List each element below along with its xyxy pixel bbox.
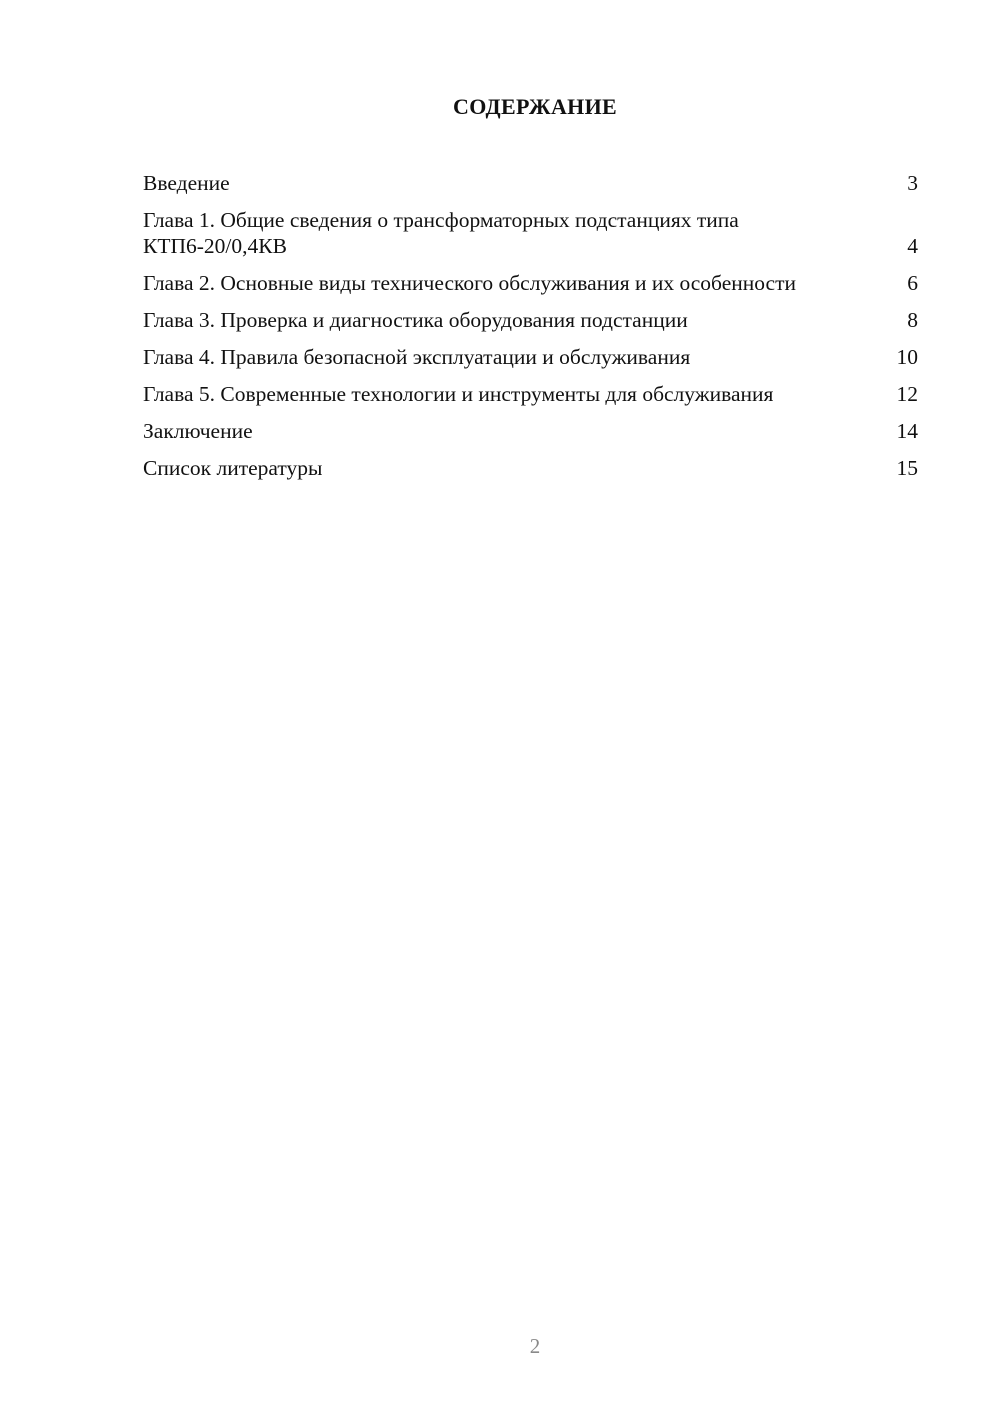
toc-entry-page: 8: [907, 308, 918, 332]
toc-entry-references: [143, 455, 918, 481]
document-title: СОДЕРЖАНИЕ: [453, 94, 617, 119]
toc-entry-title: Список литературы: [143, 456, 323, 480]
toc-entry-chapter-5: [143, 381, 918, 407]
toc-entry-introduction: [143, 170, 918, 196]
page-number: 2: [529, 1334, 541, 1358]
table-of-contents: [143, 170, 918, 492]
toc-entry-page: 4: [907, 234, 918, 258]
toc-entry-title: Введение: [143, 171, 230, 195]
toc-entry-page: 14: [896, 419, 918, 443]
toc-entry-title: Глава 2. Основные виды технического обслуживания и их особенности: [143, 271, 796, 295]
toc-entry-title: Заключение: [143, 419, 253, 443]
toc-entry-title: Глава 5. Современные технологии и инструменты для обслуживания: [143, 382, 774, 406]
toc-entry-title: Глава 1. Общие сведения о трансформаторных подстанциях типа КТП6-20/0,4КВ: [143, 208, 739, 258]
toc-entry-title: Глава 4. Правила безопасной эксплуатации и обслуживания: [143, 345, 691, 369]
toc-entry-chapter-3: [143, 307, 918, 333]
toc-entry-page: 10: [896, 345, 918, 369]
toc-entry-chapter-1: [143, 207, 918, 259]
toc-entry-chapter-2: [143, 270, 918, 296]
toc-entry-conclusion: [143, 418, 918, 444]
toc-entry-page: 15: [896, 456, 918, 480]
toc-entry-title: Глава 3. Проверка и диагностика оборудования подстанции: [143, 308, 688, 332]
toc-entry-page: 12: [896, 382, 918, 406]
toc-entry-page: 3: [907, 171, 918, 195]
toc-entry-page: 6: [907, 271, 918, 295]
toc-entry-chapter-4: [143, 344, 918, 370]
